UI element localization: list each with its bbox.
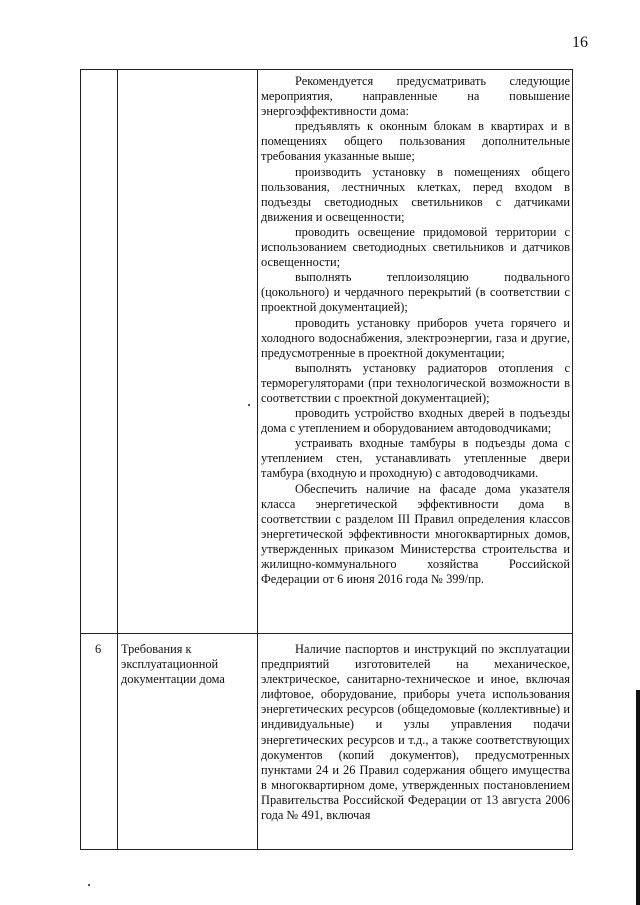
paragraph: выполнять теплоизоляцию подвального (цокольного) и чердачного перекрытий (в соответствии с проектной документацией); [261, 270, 570, 315]
column-divider-1 [117, 70, 118, 849]
requirement-title: Требования к эксплуатационной документации дома [121, 642, 225, 687]
row-number: 6 [95, 642, 102, 656]
paragraph: Рекомендуется предусматривать следующие мероприятия, направленные на повышение энергоэффективности дома: [261, 74, 570, 119]
paragraph: Наличие паспортов и инструкций по эксплуатации предприятий изготовителей на механическое, электрическое, санитарно-техническое и иное, включая лифтовое, оборудование, приборы учета использования энергетических ресурсов (общедомовые (коллективные) и индивидуальные) и узлы управления подачи энергетических ресурсов и т.д., а также соответствующих документов (копий документов), предусмотренных пунктами 24 и 26 Правил содержания общего имущества в многоквартирном доме, утвержденных постановлением Правительства Российской Федерации от 13 августа 2006 года № 491, включая [261, 642, 570, 823]
paragraph: предъявлять к оконным блокам в квартирах и в помещениях общего пользования дополнительные требования указанные выше; [261, 119, 570, 164]
scan-speck [88, 884, 90, 886]
column-divider-2 [257, 70, 258, 849]
paragraph: проводить устройство входных дверей в подъезды дома с утеплением и оборудованием автодоводчиками; [261, 406, 570, 436]
paragraph: выполнять установку радиаторов отопления с терморегуляторами (при технологической возможности в соответствии с проектной документацией); [261, 360, 570, 405]
paragraph: проводить установку приборов учета горячего и холодного водоснабжения, электроэнергии, газа и другие, предусмотренные в проектной документации; [261, 315, 570, 360]
section-6-text [261, 642, 570, 823]
paragraph: устраивать входные тамбуры в подъезды дома с утеплением стен, устанавливать утепленные двери тамбура (входную и проходную) с автодоводчиками. [261, 436, 570, 481]
page-number: 16 [572, 34, 588, 51]
row-divider [81, 633, 572, 634]
section-5-text [261, 74, 570, 587]
scan-speck [248, 404, 250, 406]
requirements-table [80, 69, 573, 850]
paragraph: Обеспечить наличие на фасаде дома указателя класса энергетической эффективности дома в соответствии с разделом III Правил определения классов энергетической эффективности многоквартирных домов, утвержденных приказом Министерства строительства и жилищно-коммунального хозяйства Российской Федерации от 6 июня 2016 года № 399/пр. [261, 481, 570, 587]
paragraph: производить установку в помещениях общего пользования, лестничных клетках, перед входом в подъезды светодиодных светильников с датчиками движения и освещенности; [261, 164, 570, 224]
scan-edge-shadow [636, 690, 640, 905]
paragraph: проводить освещение придомовой территории с использованием светодиодных светильников и датчиков освещенности; [261, 224, 570, 270]
